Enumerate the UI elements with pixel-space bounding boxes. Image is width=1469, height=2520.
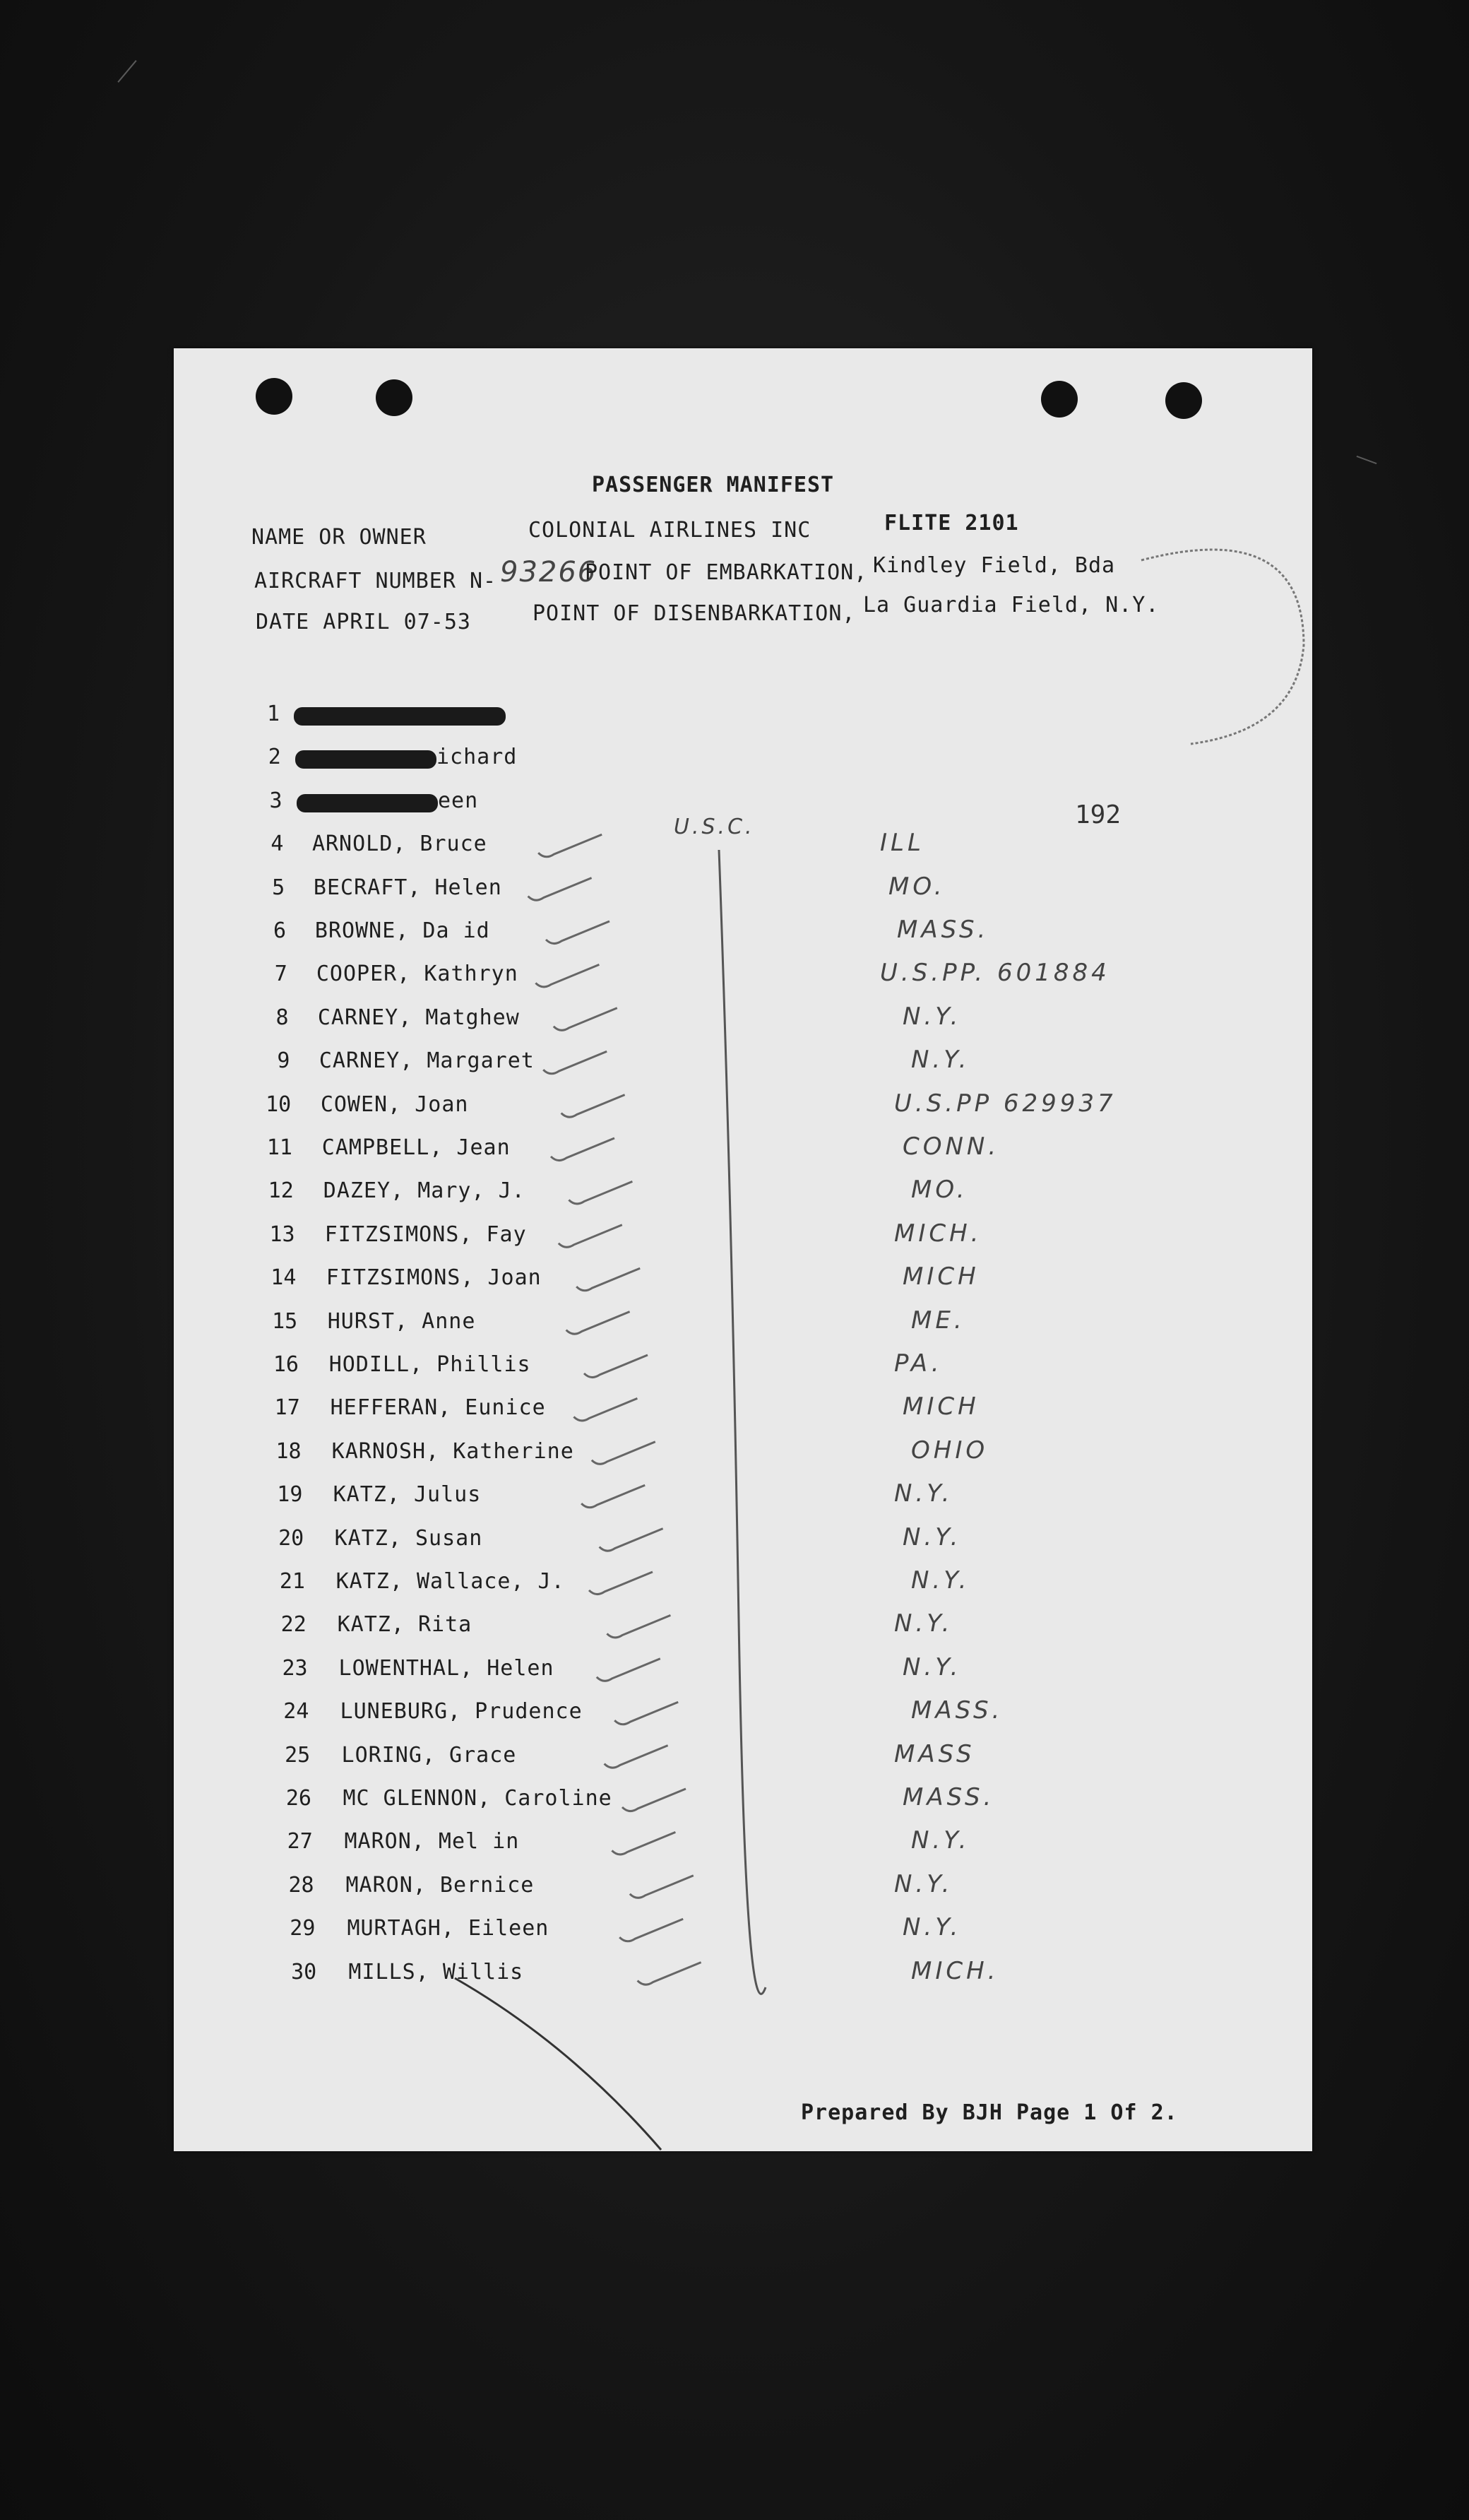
owner-label: NAME OR OWNER — [251, 525, 427, 550]
passenger-name: MURTAGH, Eileen — [347, 1916, 549, 1941]
passenger-number: 13 — [269, 1221, 295, 1247]
passenger-state-handwritten: MO. — [888, 872, 946, 901]
passenger-number: 26 — [285, 1786, 311, 1811]
passenger-state-handwritten: N.Y. — [903, 1002, 962, 1031]
check-mark — [554, 1008, 617, 1031]
passenger-number: 23 — [282, 1655, 308, 1681]
passenger-state-handwritten: N.Y. — [894, 1479, 953, 1508]
passenger-number: 24 — [283, 1699, 309, 1725]
passenger-name: LOWENTHAL, Helen — [338, 1655, 554, 1681]
check-mark — [638, 1963, 701, 1985]
check-mark — [538, 834, 602, 857]
passenger-state-handwritten: N.Y. — [911, 1826, 970, 1855]
passenger-state-handwritten: N.Y. — [911, 1046, 970, 1075]
passenger-number: 29 — [290, 1916, 316, 1941]
passenger-name: ichard — [436, 745, 518, 770]
check-mark — [605, 1746, 668, 1768]
passenger-name: BECRAFT, Helen — [313, 875, 502, 900]
check-mark — [573, 1398, 637, 1421]
passenger-number: 18 — [275, 1438, 302, 1464]
passenger-name: LUNEBURG, Prudence — [340, 1699, 583, 1725]
passenger-state-handwritten: N.Y. — [903, 1522, 962, 1551]
aircraft-number-handwritten: 93266 — [500, 556, 597, 588]
manifest-title: PASSENGER MANIFEST — [592, 473, 835, 497]
check-mark — [566, 1312, 630, 1335]
passenger-number: 14 — [270, 1265, 297, 1291]
passenger-state-handwritten: N.Y. — [894, 1869, 953, 1898]
passenger-number: 12 — [268, 1178, 294, 1204]
passenger-name: CAMPBELL, Jean — [321, 1135, 511, 1160]
passenger-number: 2 — [268, 745, 281, 770]
flight-number: FLITE 2101 — [884, 511, 1019, 536]
passenger-name: COWEN, Joan — [320, 1092, 469, 1117]
handwritten-marks — [174, 348, 1312, 2151]
passenger-state-handwritten: MICH. — [894, 1219, 982, 1248]
passenger-number: 9 — [277, 1048, 290, 1074]
owner-value: COLONIAL AIRLINES INC — [528, 518, 811, 543]
check-mark — [630, 1876, 694, 1898]
embarkation-label: POINT OF EMBARKATION, — [585, 560, 868, 585]
passenger-number: 10 — [266, 1092, 292, 1117]
column-note: U.S.C. — [674, 815, 755, 839]
passenger-number: 22 — [280, 1612, 307, 1638]
check-mark — [576, 1268, 640, 1291]
aircraft-label: AIRCRAFT NUMBER N- — [254, 569, 497, 593]
passenger-number: 21 — [279, 1569, 305, 1594]
check-mark — [581, 1485, 645, 1508]
passenger-name: HEFFERAN, Eunice — [330, 1395, 546, 1421]
passenger-name: COOPER, Kathryn — [316, 962, 518, 987]
passenger-name: FITZSIMONS, Joan — [326, 1265, 542, 1291]
check-mark — [561, 1095, 625, 1118]
passenger-number: 3 — [269, 788, 282, 813]
page-stamp: 192 — [1075, 800, 1122, 829]
passenger-state-handwritten: N.Y. — [911, 1566, 970, 1595]
passenger-name: CARNEY, Margaret — [319, 1048, 535, 1074]
passenger-state-handwritten: U.S.PP 629937 — [894, 1089, 1117, 1118]
passenger-number: 15 — [272, 1308, 298, 1334]
passenger-number: 16 — [273, 1352, 299, 1377]
passenger-name: MC GLENNON, Caroline — [343, 1786, 612, 1811]
passenger-state-handwritten: PA. — [894, 1349, 943, 1378]
passenger-name: LORING, Grace — [341, 1742, 517, 1768]
passenger-name: FITZSIMONS, Fay — [324, 1221, 527, 1247]
passenger-state-handwritten: MASS. — [903, 1783, 995, 1811]
passenger-number: 7 — [274, 962, 287, 987]
check-mark — [569, 1181, 632, 1204]
vertical-rule-line — [719, 850, 766, 1994]
passenger-state-handwritten: OHIO — [911, 1436, 989, 1465]
check-mark — [612, 1832, 675, 1854]
date-label: DATE APRIL 07-53 — [256, 610, 471, 634]
disembarkation-label: POINT OF DISENBARKATION, — [533, 601, 856, 626]
passenger-number: 8 — [275, 1005, 289, 1030]
passenger-state-handwritten: N.Y. — [903, 1913, 962, 1942]
passenger-state-handwritten: MICH. — [911, 1956, 999, 1985]
passenger-number: 27 — [287, 1829, 313, 1854]
passenger-name: KATZ, Wallace, J. — [335, 1569, 565, 1594]
check-mark — [622, 1789, 686, 1811]
check-mark — [551, 1138, 614, 1161]
passenger-state-handwritten: U.S.PP. 601884 — [880, 959, 1110, 988]
passenger-name: KATZ, Susan — [334, 1525, 483, 1551]
check-mark — [559, 1225, 622, 1248]
passenger-state-handwritten: MASS. — [911, 1696, 1004, 1725]
passenger-number: 4 — [270, 832, 284, 857]
passenger-number: 30 — [291, 1959, 317, 1984]
check-mark — [592, 1442, 655, 1465]
passenger-name: MARON, Mel in — [344, 1829, 520, 1854]
check-mark — [607, 1615, 670, 1638]
passenger-name: KARNOSH, Katherine — [331, 1438, 574, 1464]
check-mark — [589, 1572, 653, 1595]
check-mark — [528, 878, 592, 901]
check-mark — [614, 1702, 678, 1725]
passenger-number: 1 — [266, 702, 280, 726]
passenger-state-handwritten: MO. — [911, 1176, 968, 1205]
disembarkation-value: La Guardia Field, N.Y. — [863, 593, 1160, 617]
passenger-name: ARNOLD, Bruce — [311, 832, 487, 857]
passenger-number: 25 — [285, 1742, 311, 1768]
edge-circle-mark — [1141, 550, 1304, 744]
passenger-state-handwritten: ILL — [880, 829, 924, 858]
passenger-number: 17 — [274, 1395, 300, 1421]
passenger-state-handwritten: N.Y. — [894, 1609, 953, 1638]
passenger-name: KATZ, Rita — [337, 1612, 472, 1638]
passenger-name: een — [437, 788, 479, 813]
passenger-number: 19 — [277, 1482, 303, 1508]
passenger-state-handwritten: CONN. — [903, 1132, 1000, 1161]
passenger-state-handwritten: MASS. — [897, 916, 989, 944]
passenger-name: MILLS, Willis — [348, 1959, 524, 1984]
embarkation-value: Kindley Field, Bda — [873, 553, 1116, 578]
manifest-sheet — [174, 348, 1312, 2151]
passenger-number: 28 — [288, 1872, 314, 1898]
passenger-number: 11 — [266, 1135, 292, 1160]
check-mark — [619, 1919, 683, 1941]
passenger-name: HODILL, Phillis — [328, 1352, 531, 1377]
footer-prepared-by: Prepared By BJH Page 1 Of 2. — [801, 2100, 1178, 2125]
passenger-state-handwritten: MICH — [903, 1392, 980, 1421]
check-mark — [543, 1051, 607, 1074]
check-mark — [600, 1529, 663, 1551]
passenger-number: 20 — [278, 1525, 304, 1551]
passenger-name: KATZ, Julus — [333, 1482, 482, 1508]
check-mark — [535, 964, 599, 987]
passenger-number: 5 — [272, 875, 285, 900]
passenger-name: BROWNE, Da id — [314, 918, 490, 943]
passenger-number: 6 — [273, 918, 286, 943]
passenger-name: DAZEY, Mary, J. — [323, 1178, 525, 1204]
passenger-state-handwritten: MICH — [903, 1262, 980, 1291]
passenger-state-handwritten: ME. — [911, 1306, 965, 1335]
check-mark — [546, 921, 609, 944]
passenger-name: HURST, Anne — [327, 1308, 476, 1334]
check-mark — [584, 1355, 648, 1378]
diagonal-strike-line — [455, 1978, 661, 2150]
check-mark — [597, 1659, 660, 1681]
check-marks — [528, 834, 701, 1984]
passenger-name: CARNEY, Matghew — [317, 1005, 520, 1030]
passenger-state-handwritten: N.Y. — [903, 1652, 962, 1681]
passenger-state-handwritten: MASS — [894, 1739, 975, 1768]
passenger-name: MARON, Bernice — [345, 1872, 535, 1898]
